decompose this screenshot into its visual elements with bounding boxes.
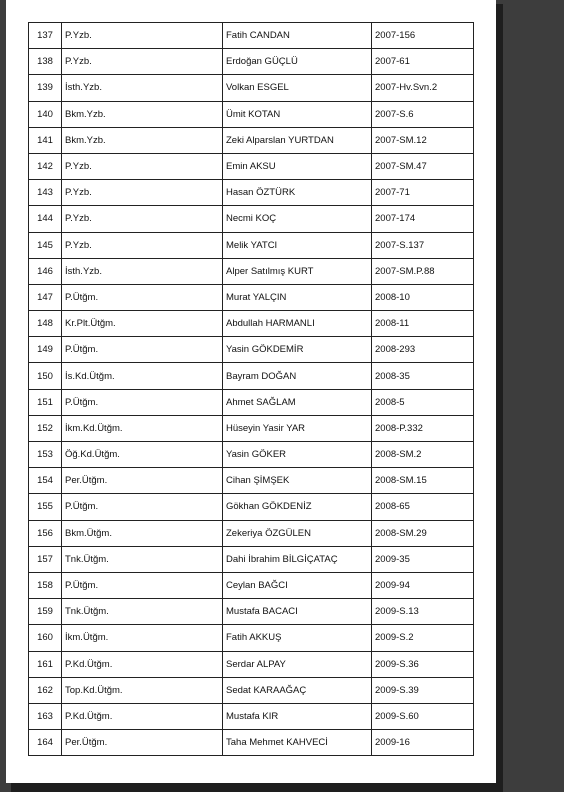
row-number: 148 [29, 311, 62, 337]
table-row [29, 389, 474, 415]
rank-cell: İsth.Yzb. [62, 75, 223, 101]
table-row [29, 232, 474, 258]
table-row [29, 599, 474, 625]
table-row [29, 284, 474, 310]
row-number: 150 [29, 363, 62, 389]
code-cell: 2009-S.60 [372, 703, 474, 729]
name-cell: Mustafa KIR [223, 703, 372, 729]
rank-cell: İsth.Yzb. [62, 258, 223, 284]
rank-cell: Per.Ütğm. [62, 730, 223, 756]
code-cell: 2007-61 [372, 49, 474, 75]
name-cell: Fatih CANDAN [223, 23, 372, 49]
table-row [29, 442, 474, 468]
rank-cell: P.Yzb. [62, 180, 223, 206]
table-row [29, 23, 474, 49]
code-cell: 2007-156 [372, 23, 474, 49]
name-cell: Yasin GÖKER [223, 442, 372, 468]
code-cell: 2007-SM.P.88 [372, 258, 474, 284]
row-number: 159 [29, 599, 62, 625]
name-cell: Cihan ŞİMŞEK [223, 468, 372, 494]
code-cell: 2008-35 [372, 363, 474, 389]
rank-cell: P.Yzb. [62, 49, 223, 75]
name-cell: Ümit KOTAN [223, 101, 372, 127]
table-row [29, 180, 474, 206]
table-row [29, 651, 474, 677]
row-number: 160 [29, 625, 62, 651]
name-cell: Serdar ALPAY [223, 651, 372, 677]
row-number: 146 [29, 258, 62, 284]
row-number: 156 [29, 520, 62, 546]
personnel-table-body [29, 23, 474, 756]
rank-cell: P.Yzb. [62, 232, 223, 258]
row-number: 147 [29, 284, 62, 310]
rank-cell: İkm.Kd.Ütğm. [62, 415, 223, 441]
table-row [29, 206, 474, 232]
table-row [29, 572, 474, 598]
table-row [29, 363, 474, 389]
rank-cell: Top.Kd.Ütğm. [62, 677, 223, 703]
rank-cell: İs.Kd.Ütğm. [62, 363, 223, 389]
code-cell: 2007-S.137 [372, 232, 474, 258]
code-cell: 2009-S.39 [372, 677, 474, 703]
row-number: 138 [29, 49, 62, 75]
row-number: 158 [29, 572, 62, 598]
name-cell: Alper Satılmış KURT [223, 258, 372, 284]
personnel-table [28, 22, 474, 756]
code-cell: 2008-P.332 [372, 415, 474, 441]
name-cell: Ceylan BAĞCI [223, 572, 372, 598]
table-row [29, 677, 474, 703]
row-number: 140 [29, 101, 62, 127]
code-cell: 2007-71 [372, 180, 474, 206]
name-cell: Erdoğan GÜÇLÜ [223, 49, 372, 75]
row-number: 142 [29, 153, 62, 179]
name-cell: Murat YALÇIN [223, 284, 372, 310]
code-cell: 2009-16 [372, 730, 474, 756]
row-number: 154 [29, 468, 62, 494]
row-number: 145 [29, 232, 62, 258]
code-cell: 2009-35 [372, 546, 474, 572]
name-cell: Ahmet SAĞLAM [223, 389, 372, 415]
name-cell: Gökhan GÖKDENİZ [223, 494, 372, 520]
rank-cell: İkm.Ütğm. [62, 625, 223, 651]
name-cell: Dahi İbrahim BİLGİÇATAÇ [223, 546, 372, 572]
row-number: 152 [29, 415, 62, 441]
name-cell: Hasan ÖZTÜRK [223, 180, 372, 206]
code-cell: 2009-94 [372, 572, 474, 598]
code-cell: 2008-11 [372, 311, 474, 337]
rank-cell: Öğ.Kd.Ütğm. [62, 442, 223, 468]
row-number: 139 [29, 75, 62, 101]
code-cell: 2008-10 [372, 284, 474, 310]
rank-cell: Tnk.Ütğm. [62, 599, 223, 625]
code-cell: 2008-5 [372, 389, 474, 415]
rank-cell: Bkm.Yzb. [62, 101, 223, 127]
table-row [29, 101, 474, 127]
row-number: 137 [29, 23, 62, 49]
row-number: 157 [29, 546, 62, 572]
row-number: 141 [29, 127, 62, 153]
table-row [29, 494, 474, 520]
code-cell: 2009-S.13 [372, 599, 474, 625]
table-row [29, 153, 474, 179]
row-number: 163 [29, 703, 62, 729]
name-cell: Yasin GÖKDEMİR [223, 337, 372, 363]
name-cell: Hüseyin Yasir YAR [223, 415, 372, 441]
row-number: 162 [29, 677, 62, 703]
rank-cell: P.Ütğm. [62, 572, 223, 598]
table-row [29, 520, 474, 546]
name-cell: Emin AKSU [223, 153, 372, 179]
code-cell: 2009-S.2 [372, 625, 474, 651]
name-cell: Melik YATCI [223, 232, 372, 258]
table-row [29, 127, 474, 153]
table-row [29, 703, 474, 729]
rank-cell: P.Kd.Ütğm. [62, 703, 223, 729]
row-number: 143 [29, 180, 62, 206]
rank-cell: P.Ütğm. [62, 284, 223, 310]
row-number: 164 [29, 730, 62, 756]
code-cell: 2007-SM.47 [372, 153, 474, 179]
row-number: 144 [29, 206, 62, 232]
rank-cell: P.Ütğm. [62, 337, 223, 363]
table-row [29, 258, 474, 284]
code-cell: 2008-SM.29 [372, 520, 474, 546]
row-number: 151 [29, 389, 62, 415]
rank-cell: P.Yzb. [62, 153, 223, 179]
code-cell: 2007-Hv.Svn.2 [372, 75, 474, 101]
table-row [29, 468, 474, 494]
table-row [29, 415, 474, 441]
name-cell: Mustafa BACACI [223, 599, 372, 625]
name-cell: Taha Mehmet KAHVECİ [223, 730, 372, 756]
rank-cell: Bkm.Yzb. [62, 127, 223, 153]
rank-cell: Bkm.Ütğm. [62, 520, 223, 546]
name-cell: Sedat KARAAĞAÇ [223, 677, 372, 703]
table-row [29, 311, 474, 337]
rank-cell: P.Yzb. [62, 23, 223, 49]
rank-cell: Tnk.Ütğm. [62, 546, 223, 572]
code-cell: 2008-65 [372, 494, 474, 520]
rank-cell: P.Kd.Ütğm. [62, 651, 223, 677]
table-row [29, 49, 474, 75]
document-page[interactable] [6, 0, 496, 783]
name-cell: Necmi KOÇ [223, 206, 372, 232]
name-cell: Volkan ESGEL [223, 75, 372, 101]
code-cell: 2008-293 [372, 337, 474, 363]
rank-cell: P.Ütğm. [62, 389, 223, 415]
table-row [29, 730, 474, 756]
code-cell: 2009-S.36 [372, 651, 474, 677]
table-row [29, 75, 474, 101]
name-cell: Bayram DOĞAN [223, 363, 372, 389]
name-cell: Abdullah HARMANLI [223, 311, 372, 337]
row-number: 153 [29, 442, 62, 468]
name-cell: Zeki Alparslan YURTDAN [223, 127, 372, 153]
row-number: 149 [29, 337, 62, 363]
code-cell: 2007-174 [372, 206, 474, 232]
rank-cell: Per.Ütğm. [62, 468, 223, 494]
name-cell: Zekeriya ÖZGÜLEN [223, 520, 372, 546]
rank-cell: P.Ütğm. [62, 494, 223, 520]
row-number: 161 [29, 651, 62, 677]
code-cell: 2008-SM.15 [372, 468, 474, 494]
rank-cell: Kr.Plt.Ütğm. [62, 311, 223, 337]
rank-cell: P.Yzb. [62, 206, 223, 232]
table-row [29, 337, 474, 363]
row-number: 155 [29, 494, 62, 520]
name-cell: Fatih AKKUŞ [223, 625, 372, 651]
code-cell: 2007-S.6 [372, 101, 474, 127]
code-cell: 2008-SM.2 [372, 442, 474, 468]
table-row [29, 546, 474, 572]
code-cell: 2007-SM.12 [372, 127, 474, 153]
table-row [29, 625, 474, 651]
